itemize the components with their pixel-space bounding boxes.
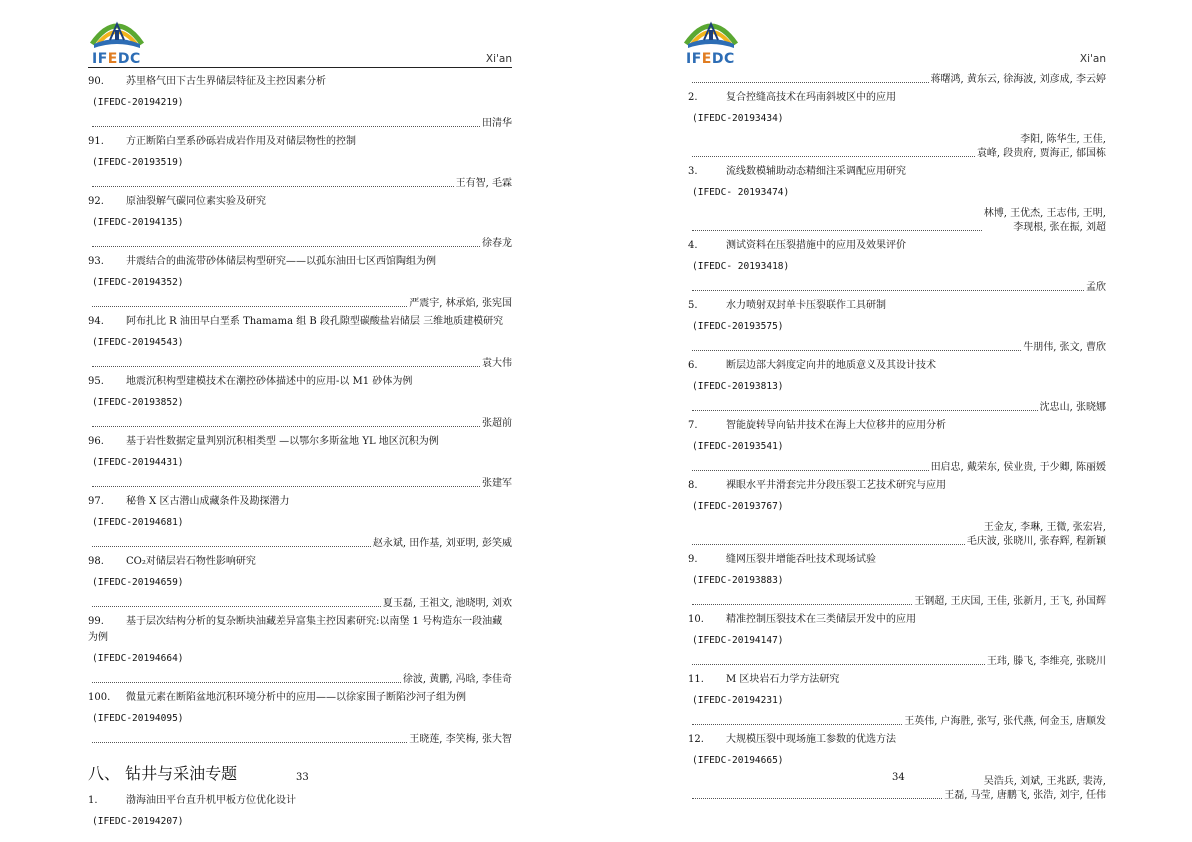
entry-title: 96. 基于岩性数据定量判别沉积相类型 —以鄂尔多斯盆地 YL 地区沉积为例 <box>88 436 439 447</box>
ifedc-logo <box>88 14 146 67</box>
paper-entry <box>88 551 512 611</box>
paper-entry <box>688 475 1106 549</box>
paper-entry <box>88 251 512 311</box>
entry-code: (IFEDC-20194207) <box>92 816 184 827</box>
ifedc-logo <box>682 14 740 67</box>
entry-authors: 田清华 <box>88 117 512 131</box>
entry-title: 95. 地震沉积构型建模技术在潮控砂体描述中的应用-以 M1 砂体为例 <box>88 376 413 387</box>
entry-title: 5. 水力喷射双封单卡压裂联作工具研制 <box>688 300 886 311</box>
entry-authors: 王玮, 滕飞, 李维亮, 张晓川 <box>688 655 1106 669</box>
paper-entry <box>688 161 1106 235</box>
entry-authors: 沈忠山, 张晓娜 <box>688 401 1106 415</box>
entry-code: (IFEDC-20193883) <box>692 575 784 586</box>
entry-authors: 王英伟, 户海胜, 张写, 张代燕, 何金玉, 唐顺发 <box>688 715 1106 729</box>
entry-title: 98. CO₂对储层岩石物性影响研究 <box>88 556 256 567</box>
entry-authors: 孟欣 <box>688 281 1106 295</box>
paper-entry <box>688 609 1106 669</box>
entry-title: 94. 阿布扎比 R 油田早白垩系 Thamama 组 B 段孔隙型碳酸盐岩储层 三维地质建模研究 <box>88 316 504 327</box>
entry-title: 90. 苏里格气田下古生界储层特征及主控因素分析 <box>88 76 326 87</box>
header-rule <box>88 67 512 68</box>
entry-code: (IFEDC-20193541) <box>692 441 784 452</box>
page-number: 34 <box>892 772 905 783</box>
paper-entry <box>88 311 512 371</box>
paper-entry <box>688 235 1106 295</box>
paper-entry <box>688 87 1106 161</box>
entry-authors: 吴浩兵, 刘斌, 王兆跃, 裴涛, 王磊, 马莹, 唐鹏飞, 张浩, 刘宇, 任伟 <box>688 775 1106 803</box>
entry-title: 4. 测试资料在压裂措施中的应用及效果评价 <box>688 240 906 251</box>
paper-entry <box>88 71 512 131</box>
entry-code: (IFEDC-20194135) <box>92 217 184 228</box>
section-heading: 八、 钻井与采油专题 <box>88 764 238 783</box>
paper-entry <box>88 687 512 747</box>
entry-list <box>88 71 512 830</box>
entry-title: 11. M 区块岩石力学方法研究 <box>688 674 840 685</box>
entry-authors: 王钢超, 王庆国, 王佳, 张新月, 王飞, 孙国辉 <box>688 595 1106 609</box>
entry-authors: 袁大伟 <box>88 357 512 371</box>
oil-rig-globe-icon <box>88 14 146 52</box>
entry-authors: 严震宇, 林承焰, 张宪国 <box>88 297 512 311</box>
entry-code: (IFEDC- 20193418) <box>692 261 790 272</box>
entry-authors: 张超前 <box>88 417 512 431</box>
entry-authors: 张建军 <box>88 477 512 491</box>
entry-code: (IFEDC-20194681) <box>92 517 184 528</box>
entry-code: (IFEDC-20194352) <box>92 277 184 288</box>
entry-authors: 徐波, 黄鹏, 冯晗, 李佳奇 <box>88 673 512 687</box>
header-location: Xi'an <box>485 53 512 65</box>
entry-title: 97. 秘鲁 X 区古潜山成藏条件及勘探潜力 <box>88 496 290 507</box>
paper-entry <box>88 431 512 491</box>
entry-title: 3. 流线数模辅助动态精细注采调配应用研究 <box>688 166 906 177</box>
entry-title: 10. 精准控制压裂技术在三类储层开发中的应用 <box>688 614 916 625</box>
entry-authors: 李阳, 陈华生, 王佳, 袁峰, 段贵府, 贾海正, 郁国栋 <box>688 133 1106 161</box>
entry-code: (IFEDC-20193767) <box>692 501 784 512</box>
paper-entry <box>88 491 512 551</box>
entry-authors: 赵永斌, 田作基, 刘亚明, 彭笑威 <box>88 537 512 551</box>
paper-entry <box>88 371 512 431</box>
continued-authors: 蒋曙鸿, 黄东云, 徐海波, 刘彦成, 李云婷 <box>688 73 1106 87</box>
entry-code: (IFEDC-20193575) <box>692 321 784 332</box>
entry-title: 91. 方正断陷白垩系砂砾岩成岩作用及对储层物性的控制 <box>88 136 356 147</box>
entry-authors: 夏玉磊, 王祖文, 池晓明, 刘欢 <box>88 597 512 611</box>
paper-entry <box>688 729 1106 803</box>
entry-title: 8. 裸眼水平井滑套完井分段压裂工艺技术研究与应用 <box>688 480 946 491</box>
entry-authors: 王有智, 毛霖 <box>88 177 512 191</box>
entry-title: 9. 缝网压裂井增能吞吐技术现场试验 <box>688 554 876 565</box>
entry-title: 1. 渤海油田平台直升机甲板方位优化设计 <box>88 795 296 806</box>
header-location: Xi'an <box>1079 53 1106 65</box>
entry-title: 7. 智能旋转导向钻井技术在海上大位移井的应用分析 <box>688 420 946 431</box>
entry-title: 12. 大规模压裂中现场施工参数的优选方法 <box>688 734 896 745</box>
entry-code: (IFEDC-20194231) <box>692 695 784 706</box>
entry-title: 93. 井震结合的曲流带砂体储层构型研究——以孤东油田七区西馆陶组为例 <box>88 256 436 267</box>
entry-code: (IFEDC-20193519) <box>92 157 184 168</box>
entry-authors: 牛朋伟, 张文, 曹欣 <box>688 341 1106 355</box>
paper-entry <box>688 415 1106 475</box>
logo-text: IFEDC <box>686 51 735 67</box>
logo-text: IFEDC <box>92 51 141 67</box>
entry-code: (IFEDC-20193813) <box>692 381 784 392</box>
entry-code: (IFEDC-20194147) <box>692 635 784 646</box>
entry-authors: 王晓莲, 李笑梅, 张大智 <box>88 733 512 747</box>
paper-entry <box>88 790 512 830</box>
entry-list <box>688 71 1106 803</box>
entry-code: (IFEDC-20193434) <box>692 113 784 124</box>
entry-authors: 徐春龙 <box>88 237 512 251</box>
paper-entry <box>88 131 512 191</box>
entry-title: 6. 断层边部大斜度定向井的地质意义及其设计技术 <box>688 360 936 371</box>
paper-entry <box>688 295 1106 355</box>
paper-entry <box>688 549 1106 609</box>
entry-authors: 林博, 王优杰, 王志伟, 王明, 李现根, 张在振, 刘超 <box>688 207 1106 235</box>
entry-code: (IFEDC-20194219) <box>92 97 184 108</box>
entry-code: (IFEDC-20194543) <box>92 337 184 348</box>
entry-title: 99. 基于层次结构分析的复杂断块油藏差异富集主控因素研究:以南堡 1 号构造东一段油藏为例 <box>88 616 503 643</box>
entry-title: 100. 微量元素在断陷盆地沉积环境分析中的应用——以徐家围子断陷沙河子组为例 <box>88 692 466 703</box>
paper-entry <box>88 611 512 687</box>
entry-code: (IFEDC-20194095) <box>92 713 184 724</box>
entry-code: (IFEDC- 20193474) <box>692 187 790 198</box>
entry-title: 92. 原油裂解气碳同位素实验及研究 <box>88 196 266 207</box>
paper-entry <box>88 191 512 251</box>
entry-code: (IFEDC-20194659) <box>92 577 184 588</box>
paper-entry <box>688 669 1106 729</box>
entry-authors: 田启忠, 戴荣东, 侯业贵, 于少卿, 陈丽媛 <box>688 461 1106 475</box>
entry-code: (IFEDC-20194664) <box>92 653 184 664</box>
entry-code: (IFEDC-20194665) <box>692 755 784 766</box>
entry-code: (IFEDC-20193852) <box>92 397 184 408</box>
page-number: 33 <box>296 772 309 783</box>
entry-title: 2. 复合控缝高技术在玛南斜坡区中的应用 <box>688 92 896 103</box>
paper-entry <box>688 355 1106 415</box>
oil-rig-globe-icon <box>682 14 740 52</box>
entry-code: (IFEDC-20194431) <box>92 457 184 468</box>
entry-authors: 王金友, 李琳, 王微, 张宏岩, 毛庆波, 张晓川, 张春辉, 程新颖 <box>688 521 1106 549</box>
